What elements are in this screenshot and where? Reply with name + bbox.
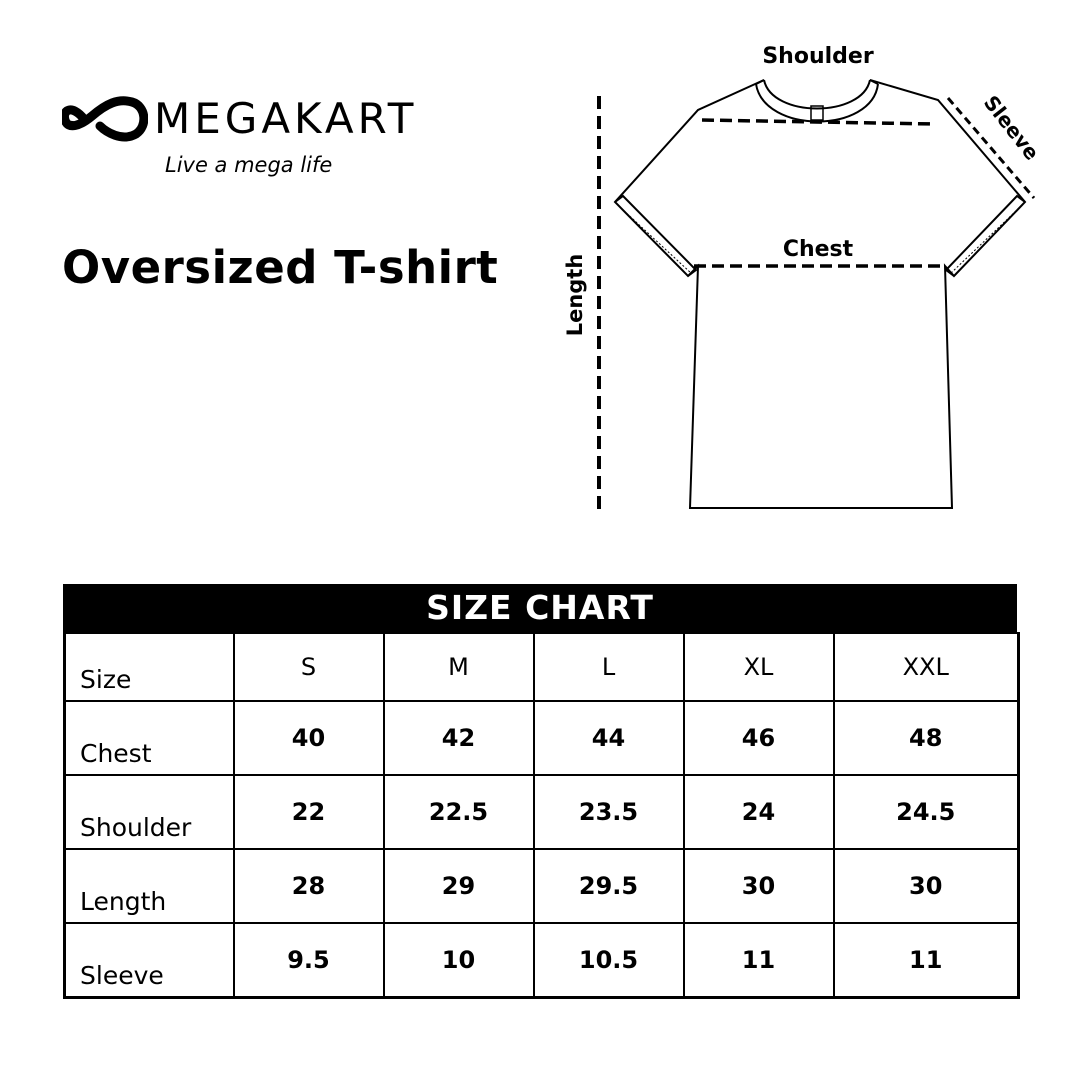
size-table	[63, 632, 1020, 999]
table-cell: 23.5	[534, 775, 684, 849]
table-cell: 9.5	[234, 923, 384, 998]
table-cell: 22.5	[384, 775, 534, 849]
table-row	[65, 923, 1019, 998]
table-cell: 40	[234, 701, 384, 775]
table-cell: 10	[384, 923, 534, 998]
size-chart	[63, 584, 1017, 999]
size-column-header: XXL	[834, 633, 1019, 701]
brand-logo	[62, 92, 442, 192]
sleeve-label: Sleeve	[978, 90, 1045, 165]
size-column-header: S	[234, 633, 384, 701]
row-label: Length	[65, 849, 234, 923]
table-cell: 10.5	[534, 923, 684, 998]
table-row	[65, 849, 1019, 923]
table-cell: 11	[834, 923, 1019, 998]
table-cell: 29	[384, 849, 534, 923]
length-label: Length	[563, 253, 587, 337]
table-cell: 28	[234, 849, 384, 923]
tshirt-outline	[615, 80, 1025, 508]
size-header-label: Size	[65, 633, 234, 701]
infinity-logo-icon	[62, 96, 148, 142]
size-chart-title: SIZE CHART	[63, 584, 1017, 632]
table-cell: 11	[684, 923, 834, 998]
tshirt-diagram	[560, 30, 1060, 530]
row-label: Sleeve	[65, 923, 234, 998]
table-cell: 30	[834, 849, 1019, 923]
table-cell: 44	[534, 701, 684, 775]
table-cell: 22	[234, 775, 384, 849]
table-cell: 42	[384, 701, 534, 775]
row-label: Chest	[65, 701, 234, 775]
table-header-row	[65, 633, 1019, 701]
size-column-header: M	[384, 633, 534, 701]
tshirt-collar	[764, 80, 870, 109]
table-row	[65, 701, 1019, 775]
table-cell: 29.5	[534, 849, 684, 923]
shoulder-measure-line	[702, 120, 934, 124]
size-column-header: XL	[684, 633, 834, 701]
table-cell: 30	[684, 849, 834, 923]
brand-tagline: Live a mega life	[165, 153, 333, 177]
table-cell: 48	[834, 701, 1019, 775]
table-cell: 24	[684, 775, 834, 849]
table-cell: 24.5	[834, 775, 1019, 849]
table-row	[65, 775, 1019, 849]
brand-name: MEGAKART	[154, 94, 418, 143]
size-column-header: L	[534, 633, 684, 701]
table-cell: 46	[684, 701, 834, 775]
shoulder-label: Shoulder	[762, 44, 874, 69]
chest-label: Chest	[782, 237, 854, 262]
product-title: Oversized T-shirt	[62, 241, 499, 294]
row-label: Shoulder	[65, 775, 234, 849]
